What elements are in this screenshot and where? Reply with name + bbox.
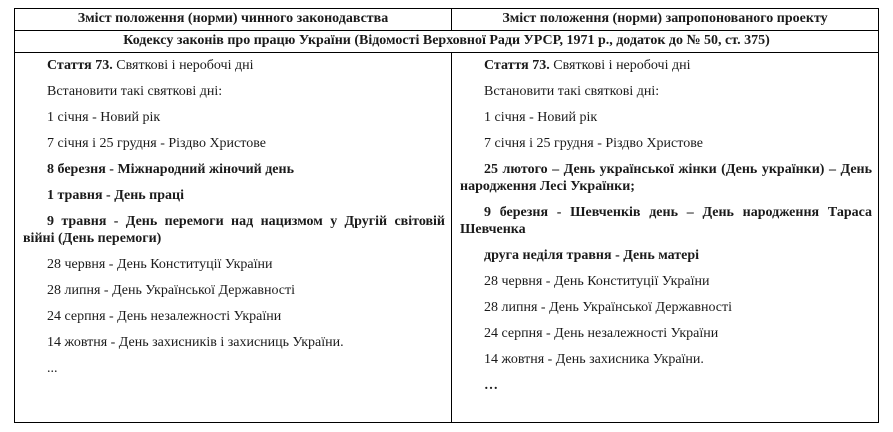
header-current-law: Зміст положення (норми) чинного законодавства bbox=[15, 9, 452, 31]
current-item: 24 серпня - День незалежності України bbox=[47, 309, 282, 324]
proposed-item: 7 січня і 25 грудня - Різдво Христове bbox=[484, 136, 703, 151]
current-law-cell bbox=[15, 53, 452, 423]
current-item: 1 травня - День праці bbox=[47, 188, 184, 203]
proposed-item: 28 липня - День Української Державності bbox=[484, 300, 733, 315]
proposed-item: … bbox=[484, 378, 498, 393]
current-item: 1 січня - Новий рік bbox=[47, 110, 161, 125]
proposed-draft-cell bbox=[452, 53, 879, 423]
proposed-item: 14 жовтня - День захисника України. bbox=[484, 352, 704, 367]
current-article-title: Святкові і неробочі дні bbox=[116, 58, 254, 73]
current-article-heading bbox=[23, 57, 445, 74]
current-article-number: Стаття 73. bbox=[47, 58, 113, 73]
proposed-item: 24 серпня - День незалежності України bbox=[484, 326, 719, 341]
proposed-item: 1 січня - Новий рік bbox=[484, 110, 598, 125]
code-title: Кодексу законів про працю України (Відомості Верховної Ради УРСР, 1971 р., додаток до № 50, ст. 375) bbox=[15, 31, 879, 53]
current-item: 9 травня - День перемоги над нацизмом у Другій світовій війні (День перемоги) bbox=[23, 214, 445, 246]
table-header-row bbox=[15, 9, 879, 31]
proposed-item: друга неділя травня - День матері bbox=[484, 248, 700, 263]
proposed-article-title: Святкові і неробочі дні bbox=[553, 58, 691, 73]
comparison-table bbox=[14, 8, 879, 423]
header-proposed-draft: Зміст положення (норми) запропонованого проекту bbox=[452, 9, 879, 31]
code-title-row bbox=[15, 31, 879, 53]
proposed-article-number: Стаття 73. bbox=[484, 58, 550, 73]
proposed-article-heading bbox=[460, 57, 872, 74]
current-item: 28 червня - День Конституції України bbox=[47, 257, 273, 272]
current-item: 14 жовтня - День захисників і захисниць України. bbox=[47, 335, 344, 350]
current-item: ... bbox=[47, 361, 58, 376]
proposed-item: 25 лютого – День української жінки (День українки) – День народження Лесі Українки; bbox=[460, 162, 872, 194]
content-row bbox=[15, 53, 879, 423]
current-item: 7 січня і 25 грудня - Різдво Христове bbox=[47, 136, 266, 151]
current-item: 8 березня - Міжнародний жіночий день bbox=[47, 162, 294, 177]
proposed-item: 28 червня - День Конституції України bbox=[484, 274, 710, 289]
proposed-intro: Встановити такі святкові дні: bbox=[484, 84, 660, 99]
current-item: 28 липня - День Української Державності bbox=[47, 283, 296, 298]
proposed-item: 9 березня - Шевченків день – День народження Тараса Шевченка bbox=[460, 205, 872, 237]
current-intro: Встановити такі святкові дні: bbox=[47, 84, 223, 99]
